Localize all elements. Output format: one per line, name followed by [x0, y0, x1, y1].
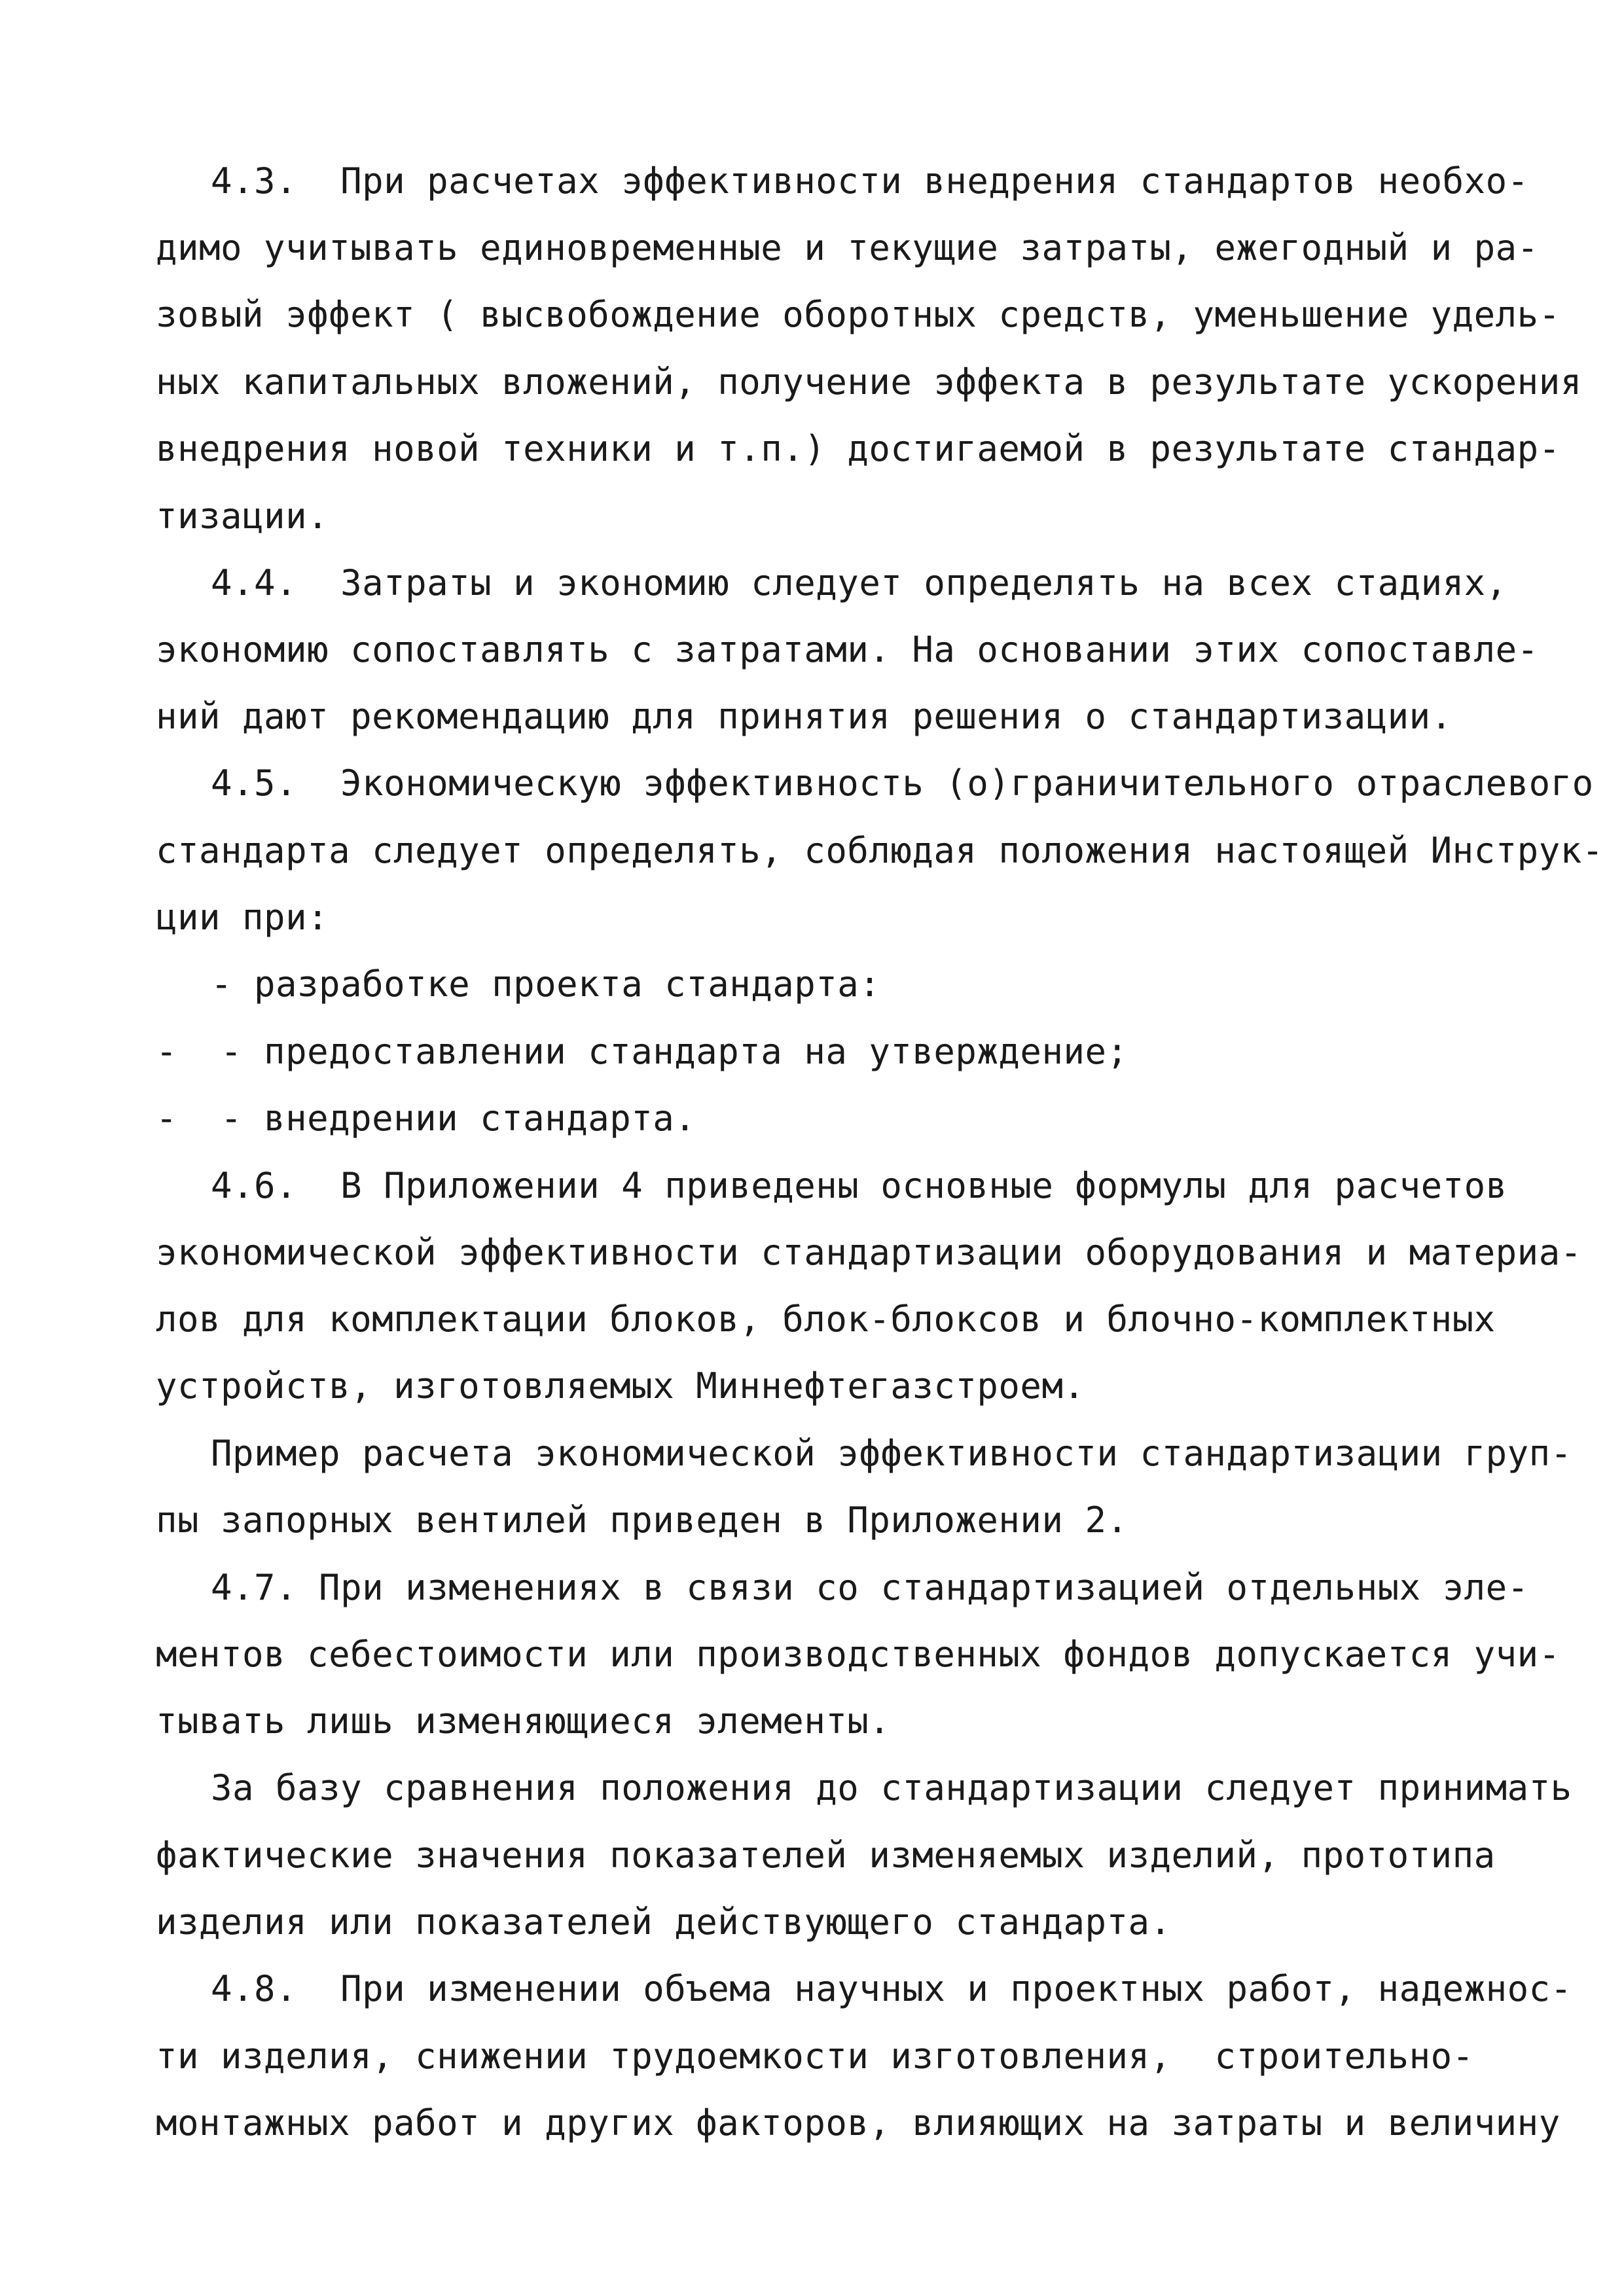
text-line-16: 4.6. В Приложении 4 приведены основные формулы для расчетов — [211, 1165, 1507, 1206]
text-line-13: - разработке проекта стандарта: — [211, 963, 881, 1005]
text-line-15: - - внедрении стандарта. — [156, 1098, 696, 1139]
text-line-11: стандарта следует определять, соблюдая положения настоящей Инструк- — [156, 830, 1604, 871]
text-line-19: устройств, изготовляемых Миннефтегазстроем. — [156, 1365, 1085, 1407]
text-line-1: 4.3. При расчетах эффективности внедрения стандартов необхо- — [211, 160, 1529, 202]
text-line-5: внедрения новой техники и т.п.) достигаемой в результате стандар- — [156, 428, 1561, 469]
text-line-3: зовый эффект ( высвобождение оборотных средств, уменьшение удель- — [156, 294, 1561, 335]
text-line-30: монтажных работ и других факторов, влияющих на затраты и величину — [156, 2102, 1561, 2144]
text-line-24: тывать лишь изменяющиеся элементы. — [156, 1700, 891, 1742]
text-line-12: ции при: — [156, 897, 329, 938]
text-line-2: димо учитывать единовременные и текущие затраты, ежегодный и ра- — [156, 227, 1539, 268]
text-line-14: - - предоставлении стандарта на утверждение; — [156, 1031, 1128, 1072]
text-line-9: ний дают рекомендацию для принятия решения о стандартизации. — [156, 696, 1453, 737]
text-line-28: 4.8. При изменении объема научных и проектных работ, надежнос- — [211, 1968, 1572, 2009]
text-line-22: 4.7. При изменениях в связи со стандартизацией отдельных эле- — [211, 1567, 1529, 1608]
text-line-4: ных капитальных вложений, получение эффекта в результате ускорения — [156, 361, 1582, 403]
text-line-25: За базу сравнения положения до стандартизации следует принимать — [211, 1767, 1572, 1808]
text-line-6: тизации. — [156, 495, 329, 537]
text-line-10: 4.5. Экономическую эффективность (о)граничительного отраслевого — [211, 762, 1594, 804]
text-line-17: экономической эффективности стандартизации оборудования и материа- — [156, 1232, 1582, 1273]
text-line-8: экономию сопоставлять с затратами. На основании этих сопоставле- — [156, 629, 1539, 670]
text-line-26: фактические значения показателей изменяемых изделий, прототипа — [156, 1835, 1496, 1876]
text-line-20: Пример расчета экономической эффективности стандартизации груп- — [211, 1433, 1572, 1474]
text-line-27: изделия или показателей действующего стандарта. — [156, 1901, 1172, 1943]
text-line-29: ти изделия, снижении трудоемкости изготовления, строительно- — [156, 2036, 1474, 2077]
text-line-21: пы запорных вентилей приведен в Приложении 2. — [156, 1499, 1128, 1541]
text-line-18: лов для комплектации блоков, блок-блоксов и блочно-комплектных — [156, 1299, 1496, 1340]
text-line-23: ментов себестоимости или производственных фондов допускается учи- — [156, 1634, 1561, 1675]
text-line-7: 4.4. Затраты и экономию следует определять на всех стадиях, — [211, 562, 1507, 603]
